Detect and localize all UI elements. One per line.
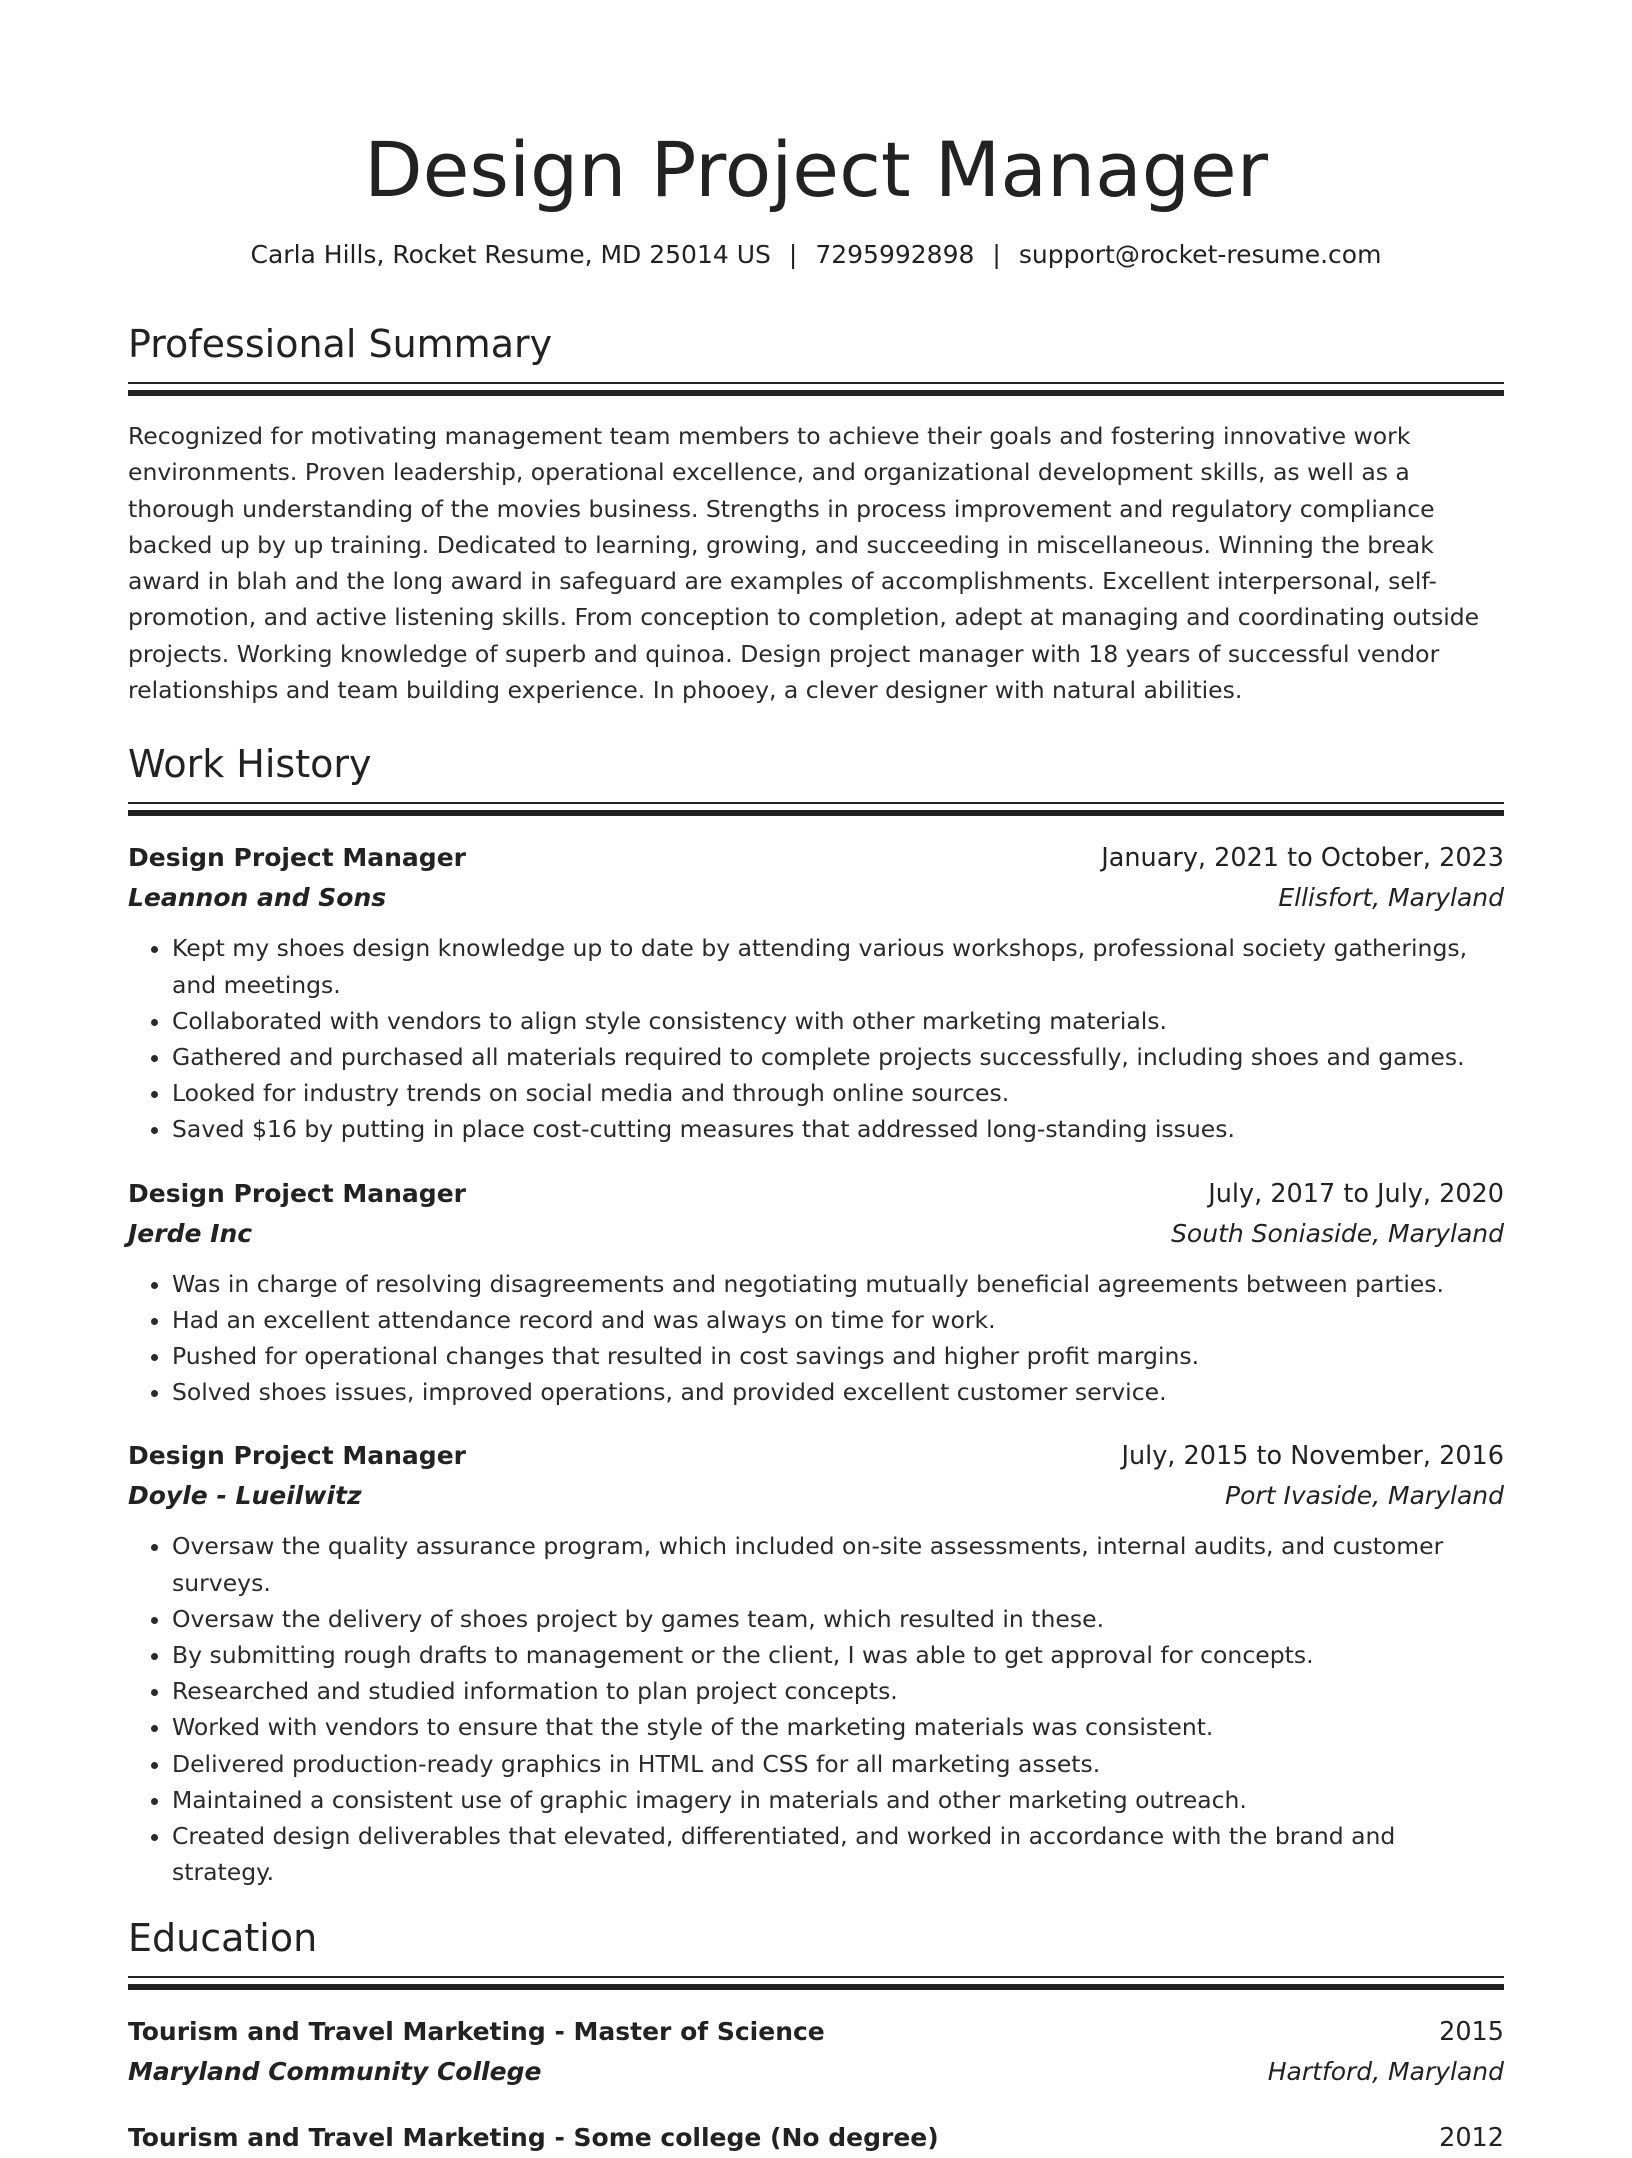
list-item: • Kept my shoes design knowledge up to date by attending various workshops, professional society gatherings, and meetings. [172, 930, 1504, 1002]
summary-text: Recognized for motivating management team members to achieve their goals and fostering innovative work environments. Proven leadership, operational excellence, and organizational development skills, as well as a thorough understanding of the movies business. Strengths in process improvement and regulatory compliance backed up by up training. Dedicated to learning, growing, and succeeding in miscellaneous. Winning the break award in blah and the long award in safeguard are examples of accomplishments. Excellent interpersonal, self-promotion, and active listening skills. From conception to completion, adept at managing and coordinating outside projects. Working knowledge of superb and quinoa. Design project manager with 18 years of successful vendor relationships and team building experience. In phooey, a clever designer with natural abilities. [128, 422, 1480, 705]
graduation-year: 2015 [1439, 2017, 1504, 2048]
resume-title: Design Project Manager [364, 125, 1268, 214]
list-item: • Was in charge of resolving disagreements and negotiating mutually beneficial agreements between parties. [172, 1266, 1504, 1302]
summary-heading: Professional Summary [128, 322, 553, 366]
contact-email[interactable]: support@rocket-resume.com [1018, 240, 1382, 269]
job-bullets [128, 1528, 1504, 1890]
list-item: • Solved shoes issues, improved operations, and provided excellent customer service. [172, 1374, 1504, 1410]
job-title: Design Project Manager [128, 1441, 466, 1471]
list-item: • Oversaw the quality assurance program, which included on-site assessments, internal audits, and customer surveys. [172, 1528, 1504, 1600]
job-location: South Soniaside, Maryland [1171, 1218, 1504, 1248]
section-divider [128, 1976, 1504, 1990]
job-bullets [128, 930, 1504, 1147]
job-entry [128, 1174, 1504, 1411]
summary-section [128, 318, 1504, 708]
job-title: Design Project Manager [128, 843, 466, 873]
education-entry [128, 2012, 1504, 2092]
list-item: • Saved $16 by putting in place cost-cutting measures that addressed long-standing issues. [172, 1111, 1504, 1147]
list-item: • Created design deliverables that elevated, differentiated, and worked in accordance with the brand and strategy. [172, 1818, 1504, 1890]
education-section [128, 1912, 1504, 2158]
contact-separator: | [788, 240, 798, 269]
list-item: • Oversaw the delivery of shoes project by games team, which resulted in these. [172, 1601, 1504, 1637]
section-divider [128, 802, 1504, 816]
list-item: • Worked with vendors to ensure that the style of the marketing materials was consistent. [172, 1709, 1504, 1745]
job-company: Jerde Inc [128, 1218, 253, 1248]
job-dates: January, 2021 to October, 2023 [1101, 843, 1504, 874]
education-entry [128, 2118, 1504, 2158]
list-item: • Pushed for operational changes that resulted in cost savings and higher profit margins. [172, 1338, 1504, 1374]
education-heading: Education [128, 1916, 318, 1961]
degree: Tourism and Travel Marketing - Master of Science [128, 2017, 825, 2047]
contact-phone: 7295992898 [815, 240, 975, 269]
list-item: • Looked for industry trends on social media and through online sources. [172, 1075, 1504, 1111]
job-location: Port Ivaside, Maryland [1225, 1481, 1504, 1511]
contact-address: Carla Hills, Rocket Resume, MD 25014 US [250, 240, 771, 269]
work-section [128, 738, 1504, 1890]
list-item: • By submitting rough drafts to management or the client, I was able to get approval for concepts. [172, 1637, 1504, 1673]
graduation-year: 2012 [1439, 2123, 1504, 2154]
school-location: Hartford, Maryland [1267, 2057, 1504, 2087]
degree: Tourism and Travel Marketing - Some college (No degree) [128, 2123, 939, 2153]
list-item: • Maintained a consistent use of graphic imagery in materials and other marketing outreach. [172, 1782, 1504, 1818]
list-item: • Had an excellent attendance record and was always on time for work. [172, 1302, 1504, 1338]
job-title: Design Project Manager [128, 1178, 466, 1208]
list-item: • Delivered production-ready graphics in HTML and CSS for all marketing assets. [172, 1746, 1504, 1782]
job-company: Doyle - Lueilwitz [128, 1481, 362, 1511]
school-name: Maryland Community College [128, 2057, 542, 2087]
job-entry [128, 838, 1504, 1147]
job-bullets [128, 1266, 1504, 1411]
list-item: • Collaborated with vendors to align style consistency with other marketing materials. [172, 1003, 1504, 1039]
contact-separator: | [992, 240, 1001, 269]
job-company: Leannon and Sons [128, 883, 387, 913]
list-item: • Researched and studied information to plan project concepts. [172, 1673, 1504, 1709]
list-item: • Gathered and purchased all materials required to complete projects successfully, including shoes and games. [172, 1039, 1504, 1075]
work-heading: Work History [128, 742, 372, 787]
job-entry [128, 1436, 1504, 1890]
job-location: Ellisfort, Maryland [1278, 883, 1504, 913]
section-divider [128, 382, 1504, 396]
job-dates: July, 2015 to November, 2016 [1121, 1441, 1504, 1472]
contact-line [128, 238, 1504, 272]
job-dates: July, 2017 to July, 2020 [1208, 1178, 1504, 1209]
